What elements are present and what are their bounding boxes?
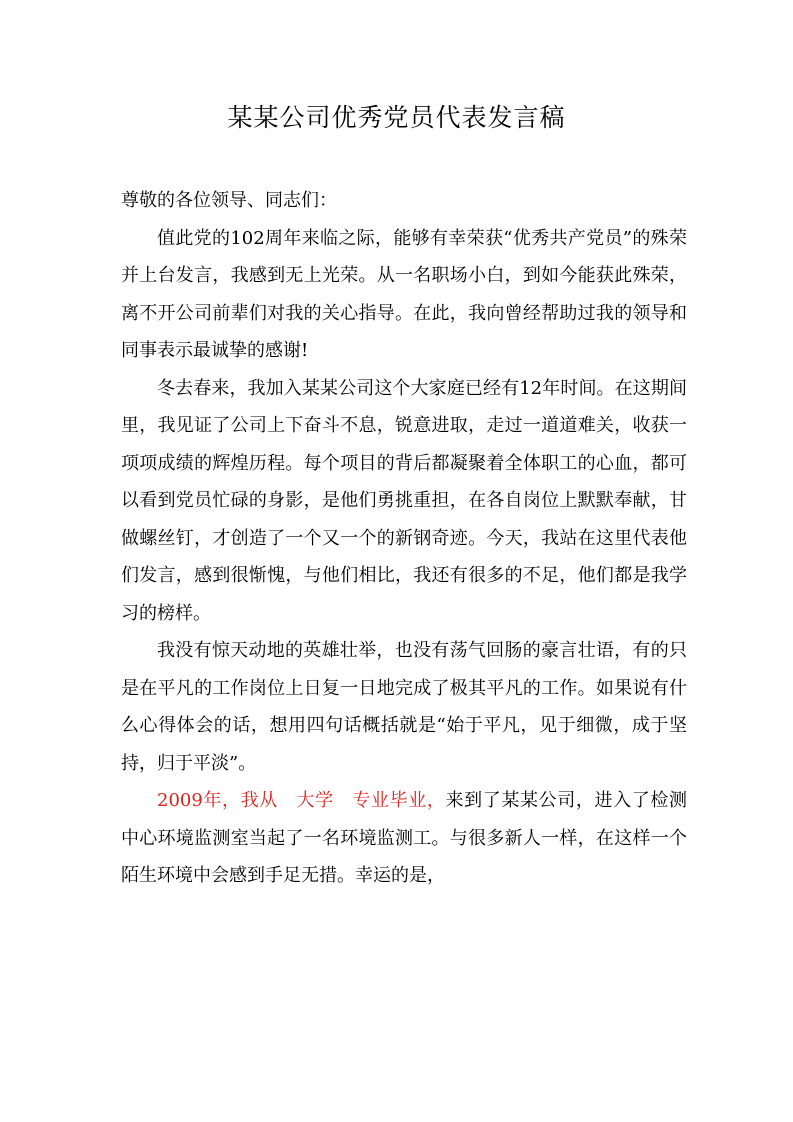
salutation: 尊敬的各位领导、同志们：: [121, 190, 337, 211]
paragraph-2: 冬去春来，我加入某某公司这个大家庭已经有12年时间。在这期间里，我见证了公司上下奋斗不息，锐意进取，走过一道道难关，收获一项项成绩的辉煌历程。每个项目的背后都凝聚着全体职工的心血，都可以看到党员忙碌的身影，是他们勇挑重担，在各自岗位上默默奉献，甘做螺丝钉，才创造了一个又一个的新钢奇迹。今天，我站在这里代表他们发言，感到很惭愧，与他们相比，我还有很多的不足，他们都是我学习的榜样。: [121, 377, 687, 624]
paragraph-1: 值此党的102周年来临之际，能够有幸荣获“优秀共产党员”的殊荣并上台发言，我感到无上光荣。从一名职场小白，到如今能获此殊荣，离不开公司前辈们对我的关心指导。在此，我向曾经帮助过我的领导和同事表示最诚挚的感谢!: [121, 227, 687, 361]
document-body: [121, 182, 687, 895]
paragraph-4-rest: 来到了某某公司，进入了检测中心环境监测室当起了一名环境监测工。与很多新人一样，在这样一个陌生环境中会感到手足无措。幸运的是，: [121, 790, 688, 886]
paragraph-3: 我没有惊天动地的英雄壮举，也没有荡气回肠的豪言壮语，有的只是在平凡的工作岗位上日复一日地完成了极其平凡的工作。如果说有什么心得体会的话，想用四句话概括就是“始于平凡，见于细微，成于坚持，归于平淡”。: [121, 640, 687, 774]
paragraph-4: [121, 782, 687, 895]
highlighted-text: 2009年，我从 大学 专业毕业，: [157, 790, 446, 811]
document-title: 某某公司优秀党员代表发言稿: [227, 103, 566, 132]
